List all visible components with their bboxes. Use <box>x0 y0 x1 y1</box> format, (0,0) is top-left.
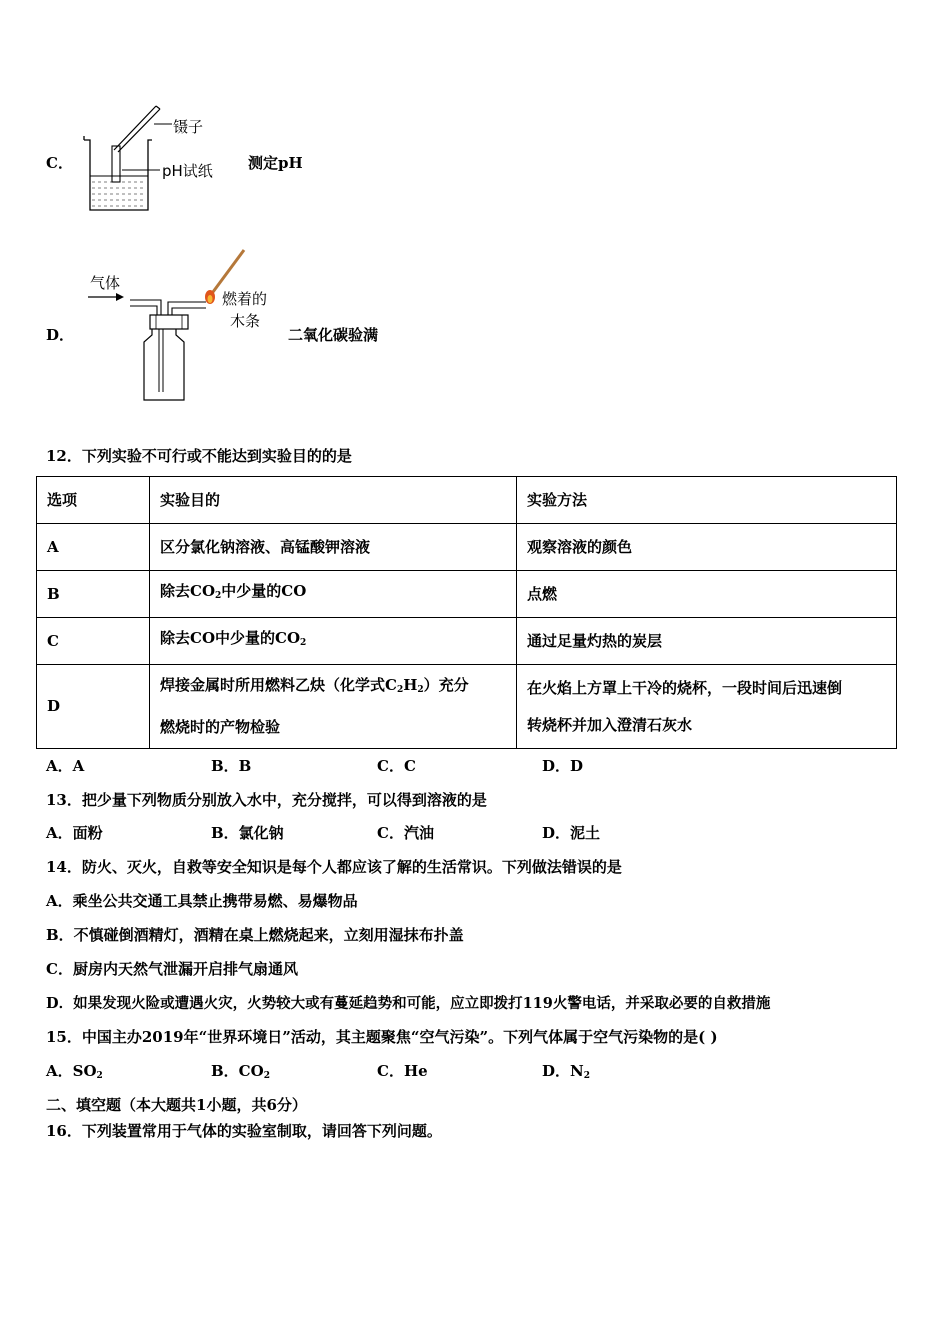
q13-option-c[interactable]: C．汽油 <box>377 824 434 842</box>
table-row <box>37 665 897 749</box>
label-tweezers: 镊子 <box>173 118 204 136</box>
q15-option-a[interactable]: A．$SO_2$ <box>46 1062 103 1081</box>
q13-option-d[interactable]: D．泥土 <box>542 824 601 842</box>
option-d-caption: 二氧化碳验满 <box>288 326 379 344</box>
row-c-method: 通过足量灼热的炭层 <box>517 618 897 665</box>
row-b-method: 点燃 <box>517 571 897 618</box>
q14-option-d[interactable]: D．如果发现火险或遭遇火灾，火势较大或有蔓延趋势和可能，应立即拨打119火警电话，并采取必要的自救措施 <box>46 995 771 1012</box>
table-header-row <box>37 477 897 524</box>
table-row <box>37 618 897 665</box>
header-method: 实验方法 <box>517 477 897 524</box>
beaker-outline <box>84 140 152 210</box>
label-gas: 气体 <box>90 274 121 292</box>
row-a-method: 观察溶液的颜色 <box>517 524 897 571</box>
q14-stem: 14．防火、灭火，自救等安全知识是每个人都应该了解的生活常识。下列做法错误的是 <box>46 858 622 876</box>
q15-stem: 15．中国主办2019年“世界环境日”活动，其主题聚焦“空气污染”。下列气体属于空气污染物的是( ) <box>46 1028 718 1046</box>
row-a-option: A <box>37 524 150 571</box>
row-d-method: 在火焰上方罩上干冷的烧杯，一段时间后迅速倒 转烧杯并加入澄清石灰水 <box>517 665 897 749</box>
table-row <box>37 524 897 571</box>
q15-option-d[interactable]: D．$N_2$ <box>542 1062 590 1081</box>
beaker-ph-figure <box>80 100 240 215</box>
row-a-purpose: 区分氯化钠溶液、高锰酸钾溶液 <box>150 524 517 571</box>
option-d-letter: D． <box>46 326 75 344</box>
q14-option-c[interactable]: C．厨房内天然气泄漏开启排气扇通风 <box>46 960 298 978</box>
tweezers-icon <box>114 106 156 150</box>
q14-option-a[interactable]: A．乘坐公共交通工具禁止携带易燃、易爆物品 <box>46 892 358 910</box>
option-c-caption: 测定pH <box>248 154 303 172</box>
q13-option-a[interactable]: A．面粉 <box>46 824 103 842</box>
header-option: 选项 <box>37 477 150 524</box>
q14-option-b[interactable]: B．不慎碰倒酒精灯，酒精在桌上燃烧起来，立刻用湿抹布扑盖 <box>46 926 464 944</box>
row-d-purpose: 焊接金属时所用燃料乙炔（化学式$C_2H_2$）充分 燃烧时的产物检验 <box>150 665 517 749</box>
q12-option-c[interactable]: C．C <box>377 757 416 775</box>
row-c-purpose: 除去CO中少量的$CO_2$ <box>150 618 517 665</box>
row-b-purpose: 除去$CO_2$中少量的CO <box>150 571 517 618</box>
row-d-option: D <box>37 665 150 749</box>
label-ph-paper: pH试纸 <box>162 162 213 180</box>
q16-stem: 16．下列装置常用于气体的实验室制取，请回答下列问题。 <box>46 1122 442 1140</box>
header-purpose: 实验目的 <box>150 477 517 524</box>
q13-option-b[interactable]: B．氯化钠 <box>211 824 284 842</box>
q12-option-d[interactable]: D．D <box>542 757 584 775</box>
q13-stem: 13．把少量下列物质分别放入水中，充分搅拌，可以得到溶液的是 <box>46 791 487 809</box>
q12-option-a[interactable]: A．A <box>46 757 85 775</box>
section-2-title: 二、填空题（本大题共1小题，共6分） <box>46 1096 307 1114</box>
row-c-option: C <box>37 618 150 665</box>
q15-option-b[interactable]: B．$CO_2$ <box>211 1062 270 1081</box>
gas-bottle <box>144 329 184 400</box>
q15-option-c[interactable]: C．He <box>377 1062 428 1080</box>
table-row <box>37 571 897 618</box>
label-stick-1: 燃着的 <box>222 290 268 308</box>
label-stick-2: 木条 <box>230 312 261 330</box>
q12-stem: 12．下列实验不可行或不能达到实验目的的是 <box>46 447 352 465</box>
option-c-letter: C． <box>46 154 73 172</box>
q12-option-b[interactable]: B．B <box>211 757 252 775</box>
q12-table <box>36 476 897 749</box>
row-b-option: B <box>37 571 150 618</box>
